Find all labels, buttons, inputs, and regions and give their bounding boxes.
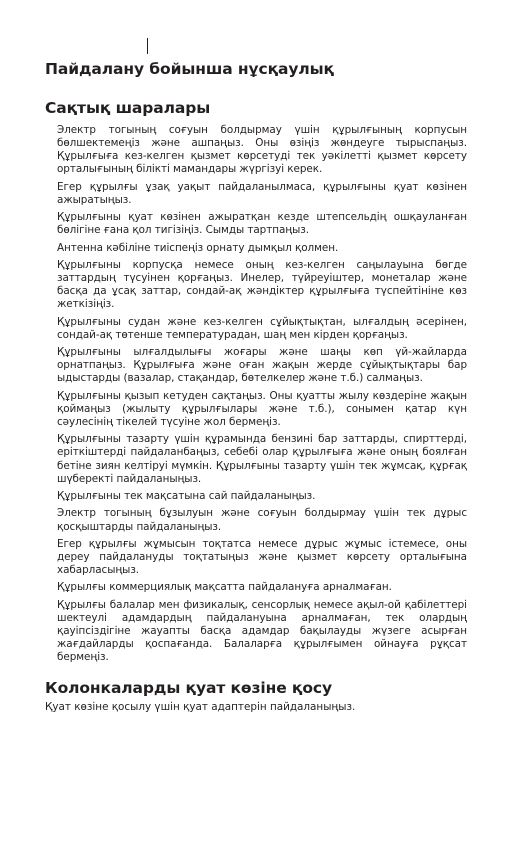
safety-item: Құрылғы балалар мен физикалық, сенсорлық немесе ақыл-ой қабілеттері шектеулі адамдардың пайдалануына арналмаған, тек олардың қауіпсіздігіне жауапты басқа адамдар бақылауды жүзеге асырған жағдайларды қоспағанда. Балаларға құрылғымен ойнауға рұқсат бермеңіз. <box>57 598 467 664</box>
manual-page <box>45 58 467 714</box>
safety-item: Егер құрылғы жұмысын тоқтатса немесе дұрыс жұмыс істемесе, оны дереу пайдалануды тоқтатыңыз және қызмет көрсету орталығына хабарласыңыз. <box>57 537 467 577</box>
crop-mark <box>147 38 148 54</box>
safety-item: Антенна кәбіліне тиіспеңіз орнату дымқыл қолмен. <box>57 241 339 254</box>
safety-item: Электр тогының соғуын болдырмау үшін құрылғының корпусын бөлшектемеңіз және ашпаңыз. Оны өзіңіз жөндеуге тырыспаңыз. Құрылғыға кез-келген қызмет көрсетуді тек уәкілетті қызмет көрсету орталығының білікті мамандары жүргізуі керек. <box>57 124 467 176</box>
safety-list <box>45 124 467 664</box>
safety-item: Құрылғыны судан және кез-келген сұйықтықтан, ылғалдың әсерінен, сондай-ақ төтенше температурадан, шаң мен кірден қорғаңыз. <box>57 315 467 341</box>
safety-item: Құрылғыны ылғалдылығы жоғары және шаңы көп үй-жайларда орнатпаңыз. Құрылғыға және оған жақын жерде сұйықтықтары бар ыдыстарды (вазалар, стақандар, бөтелкелер және т.б.) салмаңыз. <box>57 346 467 385</box>
safety-item: Құрылғыны корпусқа немесе оның кез-келген саңылауына бөгде заттардың түсуінен қорғаңыз. Инелер, түйреуіштер, монеталар және басқа да ұсақ заттар, сондай-ақ жәндіктер құрылғыға түспейтініне көз жеткізіңіз. <box>57 259 467 311</box>
safety-item: Егер құрылғы ұзақ уақыт пайдаланылмаса, құрылғыны қуат көзінен ажыратыңыз. <box>57 180 467 206</box>
safety-heading: Сақтық шаралары <box>45 99 211 117</box>
power-text: Қуат көзіне қосылу үшін қуат адаптерін пайдаланыңыз. <box>45 701 356 714</box>
safety-item: Құрылғыны тек мақсатына сай пайдаланыңыз. <box>57 490 316 503</box>
page-title: Пайдалану бойынша нұсқаулық <box>45 60 334 78</box>
safety-item: Құрылғыны тазарту үшін құрамында бензині бар заттарды, спирттерді, еріткіштерді пайдаланбаңыз, себебі олар құрылғыға және оның боялған бетіне зиян келтіруі мүмкін. Құрылғыны тазарту үшін тек жұмсақ, құрғақ шүберекті пайдаланыңыз. <box>57 433 467 485</box>
safety-item: Құрылғыны қызып кетуден сақтаңыз. Оны қуатты жылу көздеріне жақын қоймаңыз (жылыту құрылғылары және т.б.), сонымен қатар күн сәулесінің тікелей түсуіне жол бермеңіз. <box>57 389 467 428</box>
safety-item: Құрылғы коммерциялық мақсатта пайдалануға арналмаған. <box>57 581 392 594</box>
power-heading: Колонкаларды қуат көзіне қосу <box>45 679 332 698</box>
safety-item: Электр тогының бұзылуын және соғуын болдырмау үшін тек дұрыс қосқыштарды пайдаланыңыз. <box>57 507 467 533</box>
safety-item: Құрылғыны қуат көзінен ажыратқан кезде штепсельдің ошқауланған бөлігіне ғана қол тигізіңіз. Сымды тартпаңыз. <box>57 211 467 237</box>
